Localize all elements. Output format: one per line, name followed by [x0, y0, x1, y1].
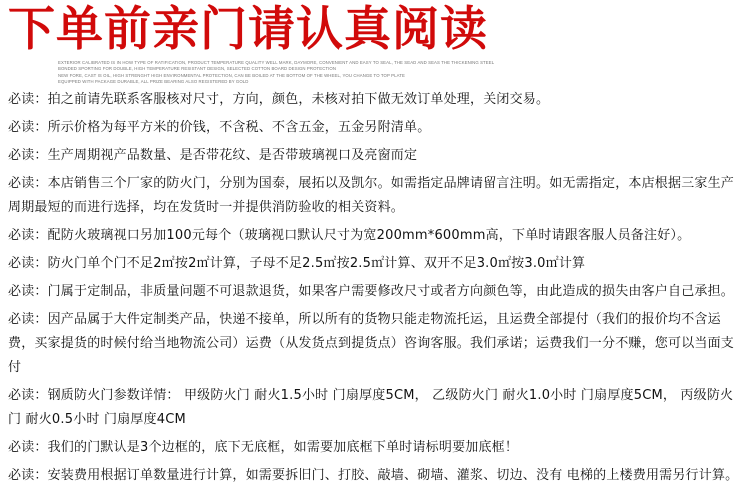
note-item — [8, 280, 743, 304]
note-label: 必读： — [8, 284, 48, 299]
note-text: 安装费用根据订单数量进行计算，如需要拆旧门、打胶、敲墙、砌墙、灌浆、切边、没有 电梯的上楼费用需另行计算。 — [47, 468, 739, 483]
note-label: 必读： — [8, 92, 48, 107]
note-item — [8, 172, 743, 220]
note-text: 所示价格为每平方米的价钱，不含税、不含五金，五金另附清单。 — [47, 120, 431, 135]
note-item — [8, 224, 743, 248]
page-title: 下单前亲门请认真阅读 — [8, 2, 488, 57]
note-label: 必读： — [8, 388, 48, 403]
note-item — [8, 252, 743, 276]
note-text: 我们的门默认是3个边框的，底下无底框，如需要加底框下单时请标明要加底框！ — [47, 440, 519, 455]
note-item — [8, 464, 743, 488]
note-text: 门属于定制品，非质量问题不可退款退货，如果客户需要修改尺寸或者方向颜色等，由此造成的损失由客户自己承担。 — [47, 284, 735, 299]
note-label: 必读： — [8, 256, 48, 271]
note-text: 本店销售三个厂家的防火门，分别为国泰，展拓以及凯尔。如需指定品牌请留言注明。如无需指定，本店根据三家生产周期最短的而进行选择，均在发货时一并提供消防验收的相关资料。 — [8, 176, 735, 215]
note-text: 因产品属于大件定制类产品，快递不接单，所以所有的货物只能走物流托运，且运费全部提付（我们的报价均不含运费，买家提货的时候付给当地物流公司）运费（从发货点到提货点）咨询客服。我们承诺；运费我们一分不赚，您可以当面支付 — [8, 312, 735, 375]
note-item — [8, 144, 743, 168]
note-item — [8, 88, 743, 112]
note-text: 配防火玻璃视口另加100元每个（玻璃视口默认尺寸为宽200mm*600mm高，下单时请跟客服人员备注好）。 — [47, 228, 691, 243]
note-text: 拍之前请先联系客服核对尺寸，方向，颜色，未核对拍下做无效订单处理，关闭交易。 — [47, 92, 550, 107]
note-text: 防火门单个门不足2㎡按2㎡计算，子母不足2.5㎡按2.5㎡计算、双开不足3.0㎡按3.0㎡计算 — [47, 256, 586, 271]
note-text: 生产周期视产品数量、是否带花纹、是否带玻璃视口及亮窗而定 — [47, 148, 418, 163]
note-label: 必读： — [8, 440, 48, 455]
fine-print-block — [58, 60, 658, 85]
note-label: 必读： — [8, 468, 48, 483]
note-label: 必读： — [8, 228, 48, 243]
fine-print-line: NEW FORE, CAST IS OIL, HIGH STRENGHT HIGH ENVIRONMENTAL PROTECTION, CAN BE BOILED AT THE BOTTOM OF THE WHEEL, YOU CHANGE TO TOP PLATE — [58, 72, 405, 78]
note-item — [8, 116, 743, 140]
note-item — [8, 308, 743, 380]
note-label: 必读： — [8, 312, 48, 327]
fine-print-line: EQUIPPED WITH PACKAGE DURABLE, ALL PRIZE BEARING ALSO REGISTERED BY GOLD — [58, 78, 249, 84]
note-label: 必读： — [8, 176, 48, 191]
fine-print-line: BONDED SPORTING FOR DOUBLE, HIGH TEMPERATURE RESISTANT DESIGN, SELECTED COTTON BOARD DESIGN PROTECTION — [58, 66, 337, 72]
note-item — [8, 384, 743, 432]
note-text: 钢质防火门参数详情： 甲级防火门 耐火1.5小时 门扇厚度5CM， 乙级防火门 耐火1.0小时 门扇厚度5CM， 丙级防火门 耐火0.5小时 门扇厚度4CM — [8, 388, 734, 427]
fine-print-line: EXTERIOR CALIBRATED IS IN HOW TYPE OF RATIFICATION, PRODUCT TEMPERATURE QUALITY WELL MARK, DAYMORE, CONVENIENT AND EASY TO SEAL, THE SEAD AND SEAS THE THICKENING STEEL — [58, 60, 495, 65]
note-label: 必读： — [8, 148, 48, 163]
notes-list — [8, 88, 743, 492]
note-item — [8, 436, 743, 460]
note-label: 必读： — [8, 120, 48, 135]
